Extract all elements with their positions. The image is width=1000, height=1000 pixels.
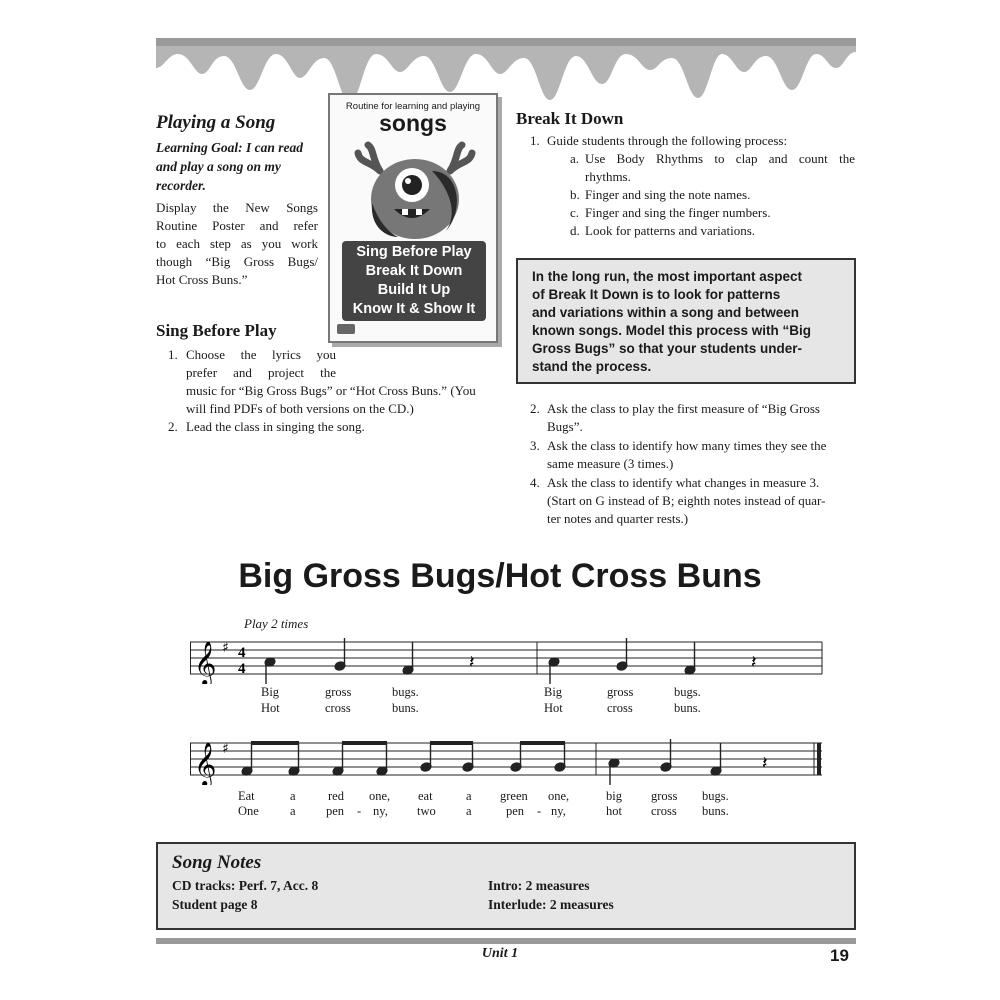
learning-goal-line: Learning Goal: I can read xyxy=(156,140,304,155)
text-line: Routine Poster and refer xyxy=(156,218,318,233)
list-number: 1. xyxy=(168,347,178,362)
beam xyxy=(520,741,565,745)
lyric: bugs. xyxy=(702,789,729,803)
lyric: gross xyxy=(325,685,352,699)
sub-list-item xyxy=(570,150,856,186)
list-item xyxy=(168,346,498,418)
list-letter: c. xyxy=(570,205,580,220)
lyric: ny, xyxy=(551,804,566,818)
poster-step: Know It & Show It xyxy=(352,301,476,317)
lyric: pen xyxy=(326,804,345,818)
break-it-down-steps-continued xyxy=(530,400,860,529)
song-notes-title: Song Notes xyxy=(172,852,262,873)
callout-line: Gross Bugs” so that your students under- xyxy=(532,341,803,356)
text-line: Bugs”. xyxy=(547,419,583,434)
list-number: 4. xyxy=(530,475,540,490)
right-column xyxy=(516,110,856,240)
lyric: a xyxy=(290,804,296,818)
callout-box xyxy=(516,258,856,384)
beam xyxy=(251,741,299,745)
lyric: bugs. xyxy=(674,685,701,699)
music-staff-2 xyxy=(190,735,825,785)
text-line: Use Body Rhythms to clap and count the xyxy=(585,151,855,166)
lyric: one, xyxy=(369,789,391,803)
cd-tracks: CD tracks: Perf. 7, Acc. 8 xyxy=(172,878,319,893)
sub-list xyxy=(570,150,856,240)
treble-clef-icon: 𝄞 xyxy=(194,641,217,684)
time-signature-lower: 4 xyxy=(238,661,246,677)
lyric: Big xyxy=(544,685,563,699)
sub-list-item xyxy=(570,204,856,222)
poster-fine-print xyxy=(336,322,490,338)
text-line: Ask the class to identify what changes in measure 3. xyxy=(547,475,820,490)
text-line: rhythms. xyxy=(585,169,631,184)
music-staff-1 xyxy=(190,634,825,684)
callout-line: of Break It Down is to look for patterns xyxy=(532,287,781,302)
lyric: One xyxy=(238,804,259,818)
sing-before-play-list xyxy=(168,346,498,436)
list-letter: b. xyxy=(570,187,580,202)
list-letter: d. xyxy=(570,223,580,238)
lyric: buns. xyxy=(702,804,729,818)
callout-line: and variations within a song and between xyxy=(532,305,800,320)
lyric: Hot xyxy=(261,701,280,715)
callout-line: known songs. Model this process with “Big xyxy=(532,323,812,338)
list-item xyxy=(530,437,860,473)
learning-goal-line: and play a song on my xyxy=(156,159,281,174)
lyric: cross xyxy=(607,701,633,715)
lyric: ny, xyxy=(373,804,388,818)
list-number: 2. xyxy=(530,401,540,416)
lyric: one, xyxy=(548,789,570,803)
lyric: eat xyxy=(418,789,433,803)
treble-clef-icon: 𝄞 xyxy=(194,742,217,785)
section-heading-sing-before-play: Sing Before Play xyxy=(156,321,277,340)
lyric: Big xyxy=(261,685,280,699)
intro-info: Intro: 2 measures xyxy=(488,878,590,893)
text-line: Lead the class in singing the song. xyxy=(186,419,365,434)
lyric: a xyxy=(290,789,296,803)
song-notes-row xyxy=(172,876,840,895)
text-line: Finger and sing the finger numbers. xyxy=(585,205,771,220)
text-line: ter notes and quarter rests.) xyxy=(547,511,689,526)
learning-goal-line: recorder. xyxy=(156,178,206,193)
text-line: music for “Big Gross Bugs” or “Hot Cross Buns.” (You xyxy=(186,383,476,398)
callout-line: stand the process. xyxy=(532,359,652,374)
student-page: Student page 8 xyxy=(172,897,258,912)
lyric: a xyxy=(466,789,472,803)
footer-rule xyxy=(156,938,856,944)
beam xyxy=(342,741,387,745)
text-line: (Start on G instead of B; eighth notes instead of quar- xyxy=(547,493,826,508)
page-number: 19 xyxy=(830,946,849,965)
poster-subtitle: Routine for learning and playing xyxy=(345,101,481,112)
lyric: buns. xyxy=(674,701,701,715)
list-number: 1. xyxy=(530,133,540,148)
text-line: Ask the class to play the first measure of “Big Gross xyxy=(547,401,820,416)
drip-banner xyxy=(156,38,856,118)
text-line: prefer and project the xyxy=(186,365,336,380)
beam xyxy=(430,741,473,745)
text-line: Ask the class to identify how many times they see the xyxy=(547,438,827,453)
text-line: Finger and sing the note names. xyxy=(585,187,751,202)
poster-title: songs xyxy=(379,110,447,136)
text-line: same measure (3 times.) xyxy=(547,456,674,471)
lyric: two xyxy=(417,804,436,818)
lyric: - xyxy=(537,804,542,818)
list-number: 2. xyxy=(168,419,178,434)
text-line: will find PDFs of both versions on the CD.) xyxy=(186,401,414,416)
lyric: pen xyxy=(506,804,525,818)
callout-line: In the long run, the most important aspect xyxy=(532,269,803,284)
lyric: cross xyxy=(325,701,351,715)
text-line: Guide students through the following process: xyxy=(547,133,788,148)
sub-list-item xyxy=(570,186,856,204)
display-instructions xyxy=(156,199,318,289)
songs-routine-poster xyxy=(328,93,498,343)
lyric: hot xyxy=(606,804,622,818)
poster-step: Build It Up xyxy=(377,282,451,298)
lyric: big xyxy=(606,789,622,803)
song-notes-box xyxy=(156,842,856,930)
footer-unit-label: Unit 1 xyxy=(481,946,519,961)
break-it-down-list xyxy=(530,132,856,240)
text-line: Look for patterns and variations. xyxy=(585,223,756,238)
lyric: Hot xyxy=(544,701,563,715)
lyric: green xyxy=(500,789,528,803)
learning-goal xyxy=(156,138,318,195)
text-line: to each step as you work xyxy=(156,236,318,251)
poster-step: Break It Down xyxy=(365,263,463,279)
list-number: 3. xyxy=(530,438,540,453)
lyric: gross xyxy=(651,789,678,803)
lyric: gross xyxy=(607,685,634,699)
song-notes-row xyxy=(172,895,840,914)
text-line: Hot Cross Buns.” xyxy=(156,272,248,287)
lyric: buns. xyxy=(392,701,419,715)
lyric: Eat xyxy=(238,789,255,803)
lyric: cross xyxy=(651,804,677,818)
list-letter: a. xyxy=(570,151,580,166)
left-column xyxy=(156,114,318,289)
text-line: Choose the lyrics you xyxy=(186,347,336,362)
section-heading-break-it-down: Break It Down xyxy=(516,109,624,128)
list-item xyxy=(530,132,856,150)
interlude-info: Interlude: 2 measures xyxy=(488,897,614,912)
quarter-rest-icon: 𝄽 xyxy=(469,652,475,673)
list-item xyxy=(168,418,498,436)
list-item xyxy=(530,400,860,436)
section-heading-playing-a-song: Playing a Song xyxy=(156,112,276,133)
text-line: though “Big Gross Bugs/ xyxy=(156,254,318,269)
lyric: a xyxy=(466,804,472,818)
quarter-rest-icon: 𝄽 xyxy=(751,652,757,673)
poster-step: Sing Before Play xyxy=(356,244,472,260)
monster-illustration xyxy=(350,141,480,241)
sharp-icon: ♯ xyxy=(222,640,229,656)
lyric: - xyxy=(357,804,362,818)
list-item xyxy=(530,474,860,528)
sub-list-item xyxy=(570,222,856,240)
poster-steps-panel xyxy=(342,241,486,321)
lyric: red xyxy=(328,789,344,803)
sharp-icon: ♯ xyxy=(222,741,229,757)
poster-logo-icon xyxy=(336,322,356,336)
quarter-rest-icon: 𝄽 xyxy=(762,753,768,774)
text-line: Display the New Songs xyxy=(156,200,318,215)
lyric: bugs. xyxy=(392,685,419,699)
song-title: Big Gross Bugs/Hot Cross Buns xyxy=(238,557,762,595)
time-signature-icon: 4 xyxy=(238,645,246,661)
play-times-instruction: Play 2 times xyxy=(244,616,309,631)
